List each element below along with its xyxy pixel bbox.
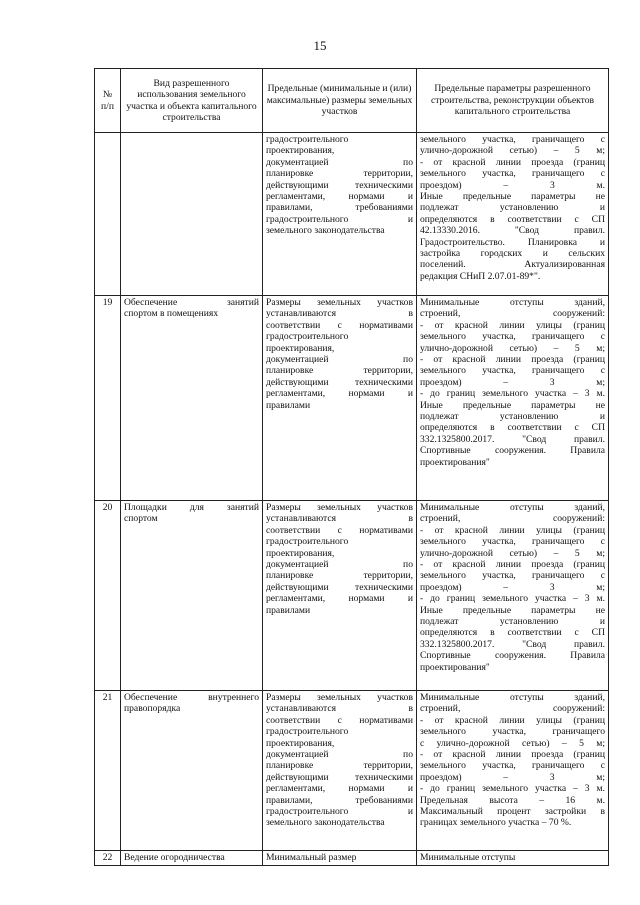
table-body	[95, 133, 609, 866]
table-row	[95, 133, 609, 296]
cell-line: земельного законодательства	[266, 817, 385, 829]
cell-line: редакция СНиП 2.07.01-89*".	[420, 270, 541, 282]
table-row	[95, 691, 609, 851]
cell-use	[121, 691, 263, 851]
cell-line: регламентами, нормами и	[266, 388, 413, 400]
cell-line: градостроительного	[266, 726, 349, 738]
cell-line: градостроительного	[266, 331, 349, 343]
cell-line: Градостроительство. Планировка и	[420, 236, 605, 248]
header-sizes: Предельные (минимальные и (или) максимальные) размеры земельных участков	[263, 69, 417, 133]
cell-line: Максимальный процент застройки в	[420, 806, 605, 818]
cell-line: Минимальный размер	[266, 852, 357, 863]
cell-line: проездом) – 3 м;	[420, 581, 605, 593]
row-number: 20	[95, 501, 121, 691]
cell-line: действующими техническими	[266, 179, 413, 191]
cell-line: земельного участка, граничащего	[420, 726, 605, 738]
cell-use	[121, 501, 263, 691]
cell-line: градостроительного	[266, 134, 349, 145]
cell-line: документацией по	[266, 156, 413, 168]
cell-line: действующими техническими	[266, 376, 413, 388]
cell-line: - до границ земельного участка – 3 м.	[420, 593, 605, 605]
cell-sizes	[263, 691, 417, 851]
cell-line: определяются в соответствии с СП	[420, 627, 605, 639]
cell-line: правилами	[266, 604, 311, 616]
cell-line: Спортивные сооружения. Правила	[420, 650, 605, 662]
cell-line: правопорядка	[124, 703, 181, 715]
cell-use	[121, 851, 263, 866]
cell-line: проектирования,	[266, 547, 335, 559]
cell-line: Площадки для занятий	[124, 502, 259, 513]
cell-line: регламентами, нормами и	[266, 191, 413, 203]
cell-line: проектирования,	[266, 342, 335, 354]
cell-use	[121, 133, 263, 296]
cell-line: Минимальные отступы зданий,	[420, 297, 605, 308]
cell-line: Иные предельные параметры не	[420, 191, 605, 203]
cell-line: - до границ земельного участка – 3 м.	[420, 388, 605, 400]
cell-line: Иные предельные параметры не	[420, 604, 605, 616]
cell-line: 332.1325800.2017. "Свод правил.	[420, 638, 605, 650]
cell-line: - от красной линии улицы (границ	[420, 714, 605, 726]
cell-line: строений, сооружений:	[420, 703, 605, 715]
header-params: Предельные параметры разрешенного строительства, реконструкции объектов капитального строительства	[417, 69, 609, 133]
cell-line: устанавливаются в	[266, 703, 413, 715]
cell-line: земельного участка, граничащего с	[420, 570, 605, 582]
cell-line: планировке территории,	[266, 570, 413, 582]
row-number: 21	[95, 691, 121, 851]
cell-use	[121, 296, 263, 501]
cell-line: Размеры земельных участков	[266, 297, 413, 308]
cell-line: планировке территории,	[266, 168, 413, 180]
cell-line: планировке территории,	[266, 760, 413, 772]
cell-line: земельного участка, граничащего с	[420, 536, 605, 548]
cell-line: правилами, требованиями	[266, 202, 413, 214]
cell-line: Ведение огородничества	[124, 852, 225, 863]
cell-line: документацией по	[266, 559, 413, 571]
page-number: 15	[313, 38, 327, 53]
cell-line: спортом в помещениях	[124, 308, 219, 320]
header-use: Вид разрешенного использования земельного участка и объекта капитального строительства	[121, 69, 263, 133]
cell-line: - от красной линии проезда (границ	[420, 559, 605, 571]
cell-line: регламентами, нормами и	[266, 593, 413, 605]
cell-line: Спортивные сооружения. Правила	[420, 445, 605, 457]
cell-line: Иные предельные параметры не	[420, 399, 605, 411]
cell-line: - до границ земельного участка – 3 м.	[420, 783, 605, 795]
cell-sizes	[263, 501, 417, 691]
cell-line: действующими техническими	[266, 581, 413, 593]
cell-line: земельного законодательства	[266, 225, 385, 237]
cell-line: соответствии с нормативами	[266, 524, 413, 536]
cell-line: улично-дорожной сетью) – 5 м;	[420, 547, 605, 559]
cell-line: подлежат установлению и	[420, 616, 605, 628]
cell-line: 42.13330.2016. "Свод правил.	[420, 225, 605, 237]
cell-sizes	[263, 851, 417, 866]
cell-line: устанавливаются в	[266, 513, 413, 525]
row-number	[95, 133, 121, 296]
cell-line: определяются в соответствии с СП	[420, 213, 605, 225]
cell-params	[417, 501, 609, 691]
cell-line: улично-дорожной сетью) – 5 м;	[420, 342, 605, 354]
cell-line: земельного участка, граничащего с	[420, 365, 605, 377]
cell-line: устанавливаются в	[266, 308, 413, 320]
row-number: 22	[95, 851, 121, 866]
cell-line: документацией по	[266, 749, 413, 761]
regulations-table	[94, 68, 609, 866]
cell-line: Размеры земельных участков	[266, 692, 413, 703]
cell-line: проектирования"	[420, 456, 490, 468]
cell-line: соответствии с нормативами	[266, 319, 413, 331]
cell-line: планировке территории,	[266, 365, 413, 377]
cell-params	[417, 296, 609, 501]
cell-line: улично-дорожной сетью) – 5 м;	[420, 145, 605, 157]
cell-line: Обеспечение внутреннего	[124, 692, 259, 703]
cell-line: градостроительного	[266, 536, 349, 548]
cell-line: застройка городских и сельских	[420, 248, 605, 260]
cell-line: спортом	[124, 513, 158, 525]
table-row	[95, 501, 609, 691]
cell-line: земельного участка, граничащего с	[420, 760, 605, 772]
cell-line: документацией по	[266, 354, 413, 366]
cell-line: земельного участка, граничащего с	[420, 168, 605, 180]
cell-line: действующими техническими	[266, 771, 413, 783]
cell-line: проездом) – 3 м;	[420, 771, 605, 783]
cell-line: Минимальные отступы	[420, 852, 516, 863]
cell-line: правилами	[266, 399, 311, 411]
cell-line: проектирования"	[420, 661, 490, 673]
cell-line: проездом) – 3 м.	[420, 179, 605, 191]
cell-sizes	[263, 133, 417, 296]
cell-line: земельного участка, граничащего с	[420, 331, 605, 343]
cell-sizes	[263, 296, 417, 501]
cell-line: проектирования,	[266, 145, 335, 157]
cell-line: с улично-дорожной сетью) – 5 м;	[420, 737, 605, 749]
cell-line: земельного участка, граничащего с	[420, 134, 605, 145]
table-row	[95, 851, 609, 866]
cell-line: - от красной линии проезда (границ	[420, 156, 605, 168]
cell-line: регламентами, нормами и	[266, 783, 413, 795]
cell-line: Минимальные отступы зданий,	[420, 692, 605, 703]
cell-line: правилами, требованиями	[266, 794, 413, 806]
cell-line: - от красной линии проезда (границ	[420, 749, 605, 761]
cell-line: границах земельного участка – 70 %.	[420, 817, 572, 829]
cell-line: строений, сооружений:	[420, 513, 605, 525]
cell-line: 332.1325800.2017. "Свод правил.	[420, 433, 605, 445]
cell-line: строений, сооружений:	[420, 308, 605, 320]
cell-line: градостроительного и	[266, 806, 413, 818]
cell-line: Обеспечение занятий	[124, 297, 259, 308]
row-number: 19	[95, 296, 121, 501]
cell-line: поселений. Актуализированная	[420, 259, 605, 271]
cell-params	[417, 133, 609, 296]
cell-params	[417, 691, 609, 851]
cell-params	[417, 851, 609, 866]
cell-line: Предельная высота – 16 м.	[420, 794, 605, 806]
cell-line: соответствии с нормативами	[266, 714, 413, 726]
cell-line: проездом) – 3 м;	[420, 376, 605, 388]
header-num: № п/п	[95, 69, 121, 133]
cell-line: подлежат установлению и	[420, 202, 605, 214]
cell-line: Минимальные отступы зданий,	[420, 502, 605, 513]
cell-line: подлежат установлению и	[420, 411, 605, 423]
cell-line: - от красной линии улицы (границ	[420, 524, 605, 536]
cell-line: проектирования,	[266, 737, 335, 749]
cell-line: градостроительного и	[266, 213, 413, 225]
cell-line: Размеры земельных участков	[266, 502, 413, 513]
table-header-row	[95, 69, 609, 133]
table-row	[95, 296, 609, 501]
cell-line: определяются в соответствии с СП	[420, 422, 605, 434]
cell-line: - от красной линии улицы (границ	[420, 319, 605, 331]
cell-line: - от красной линии проезда (границ	[420, 354, 605, 366]
